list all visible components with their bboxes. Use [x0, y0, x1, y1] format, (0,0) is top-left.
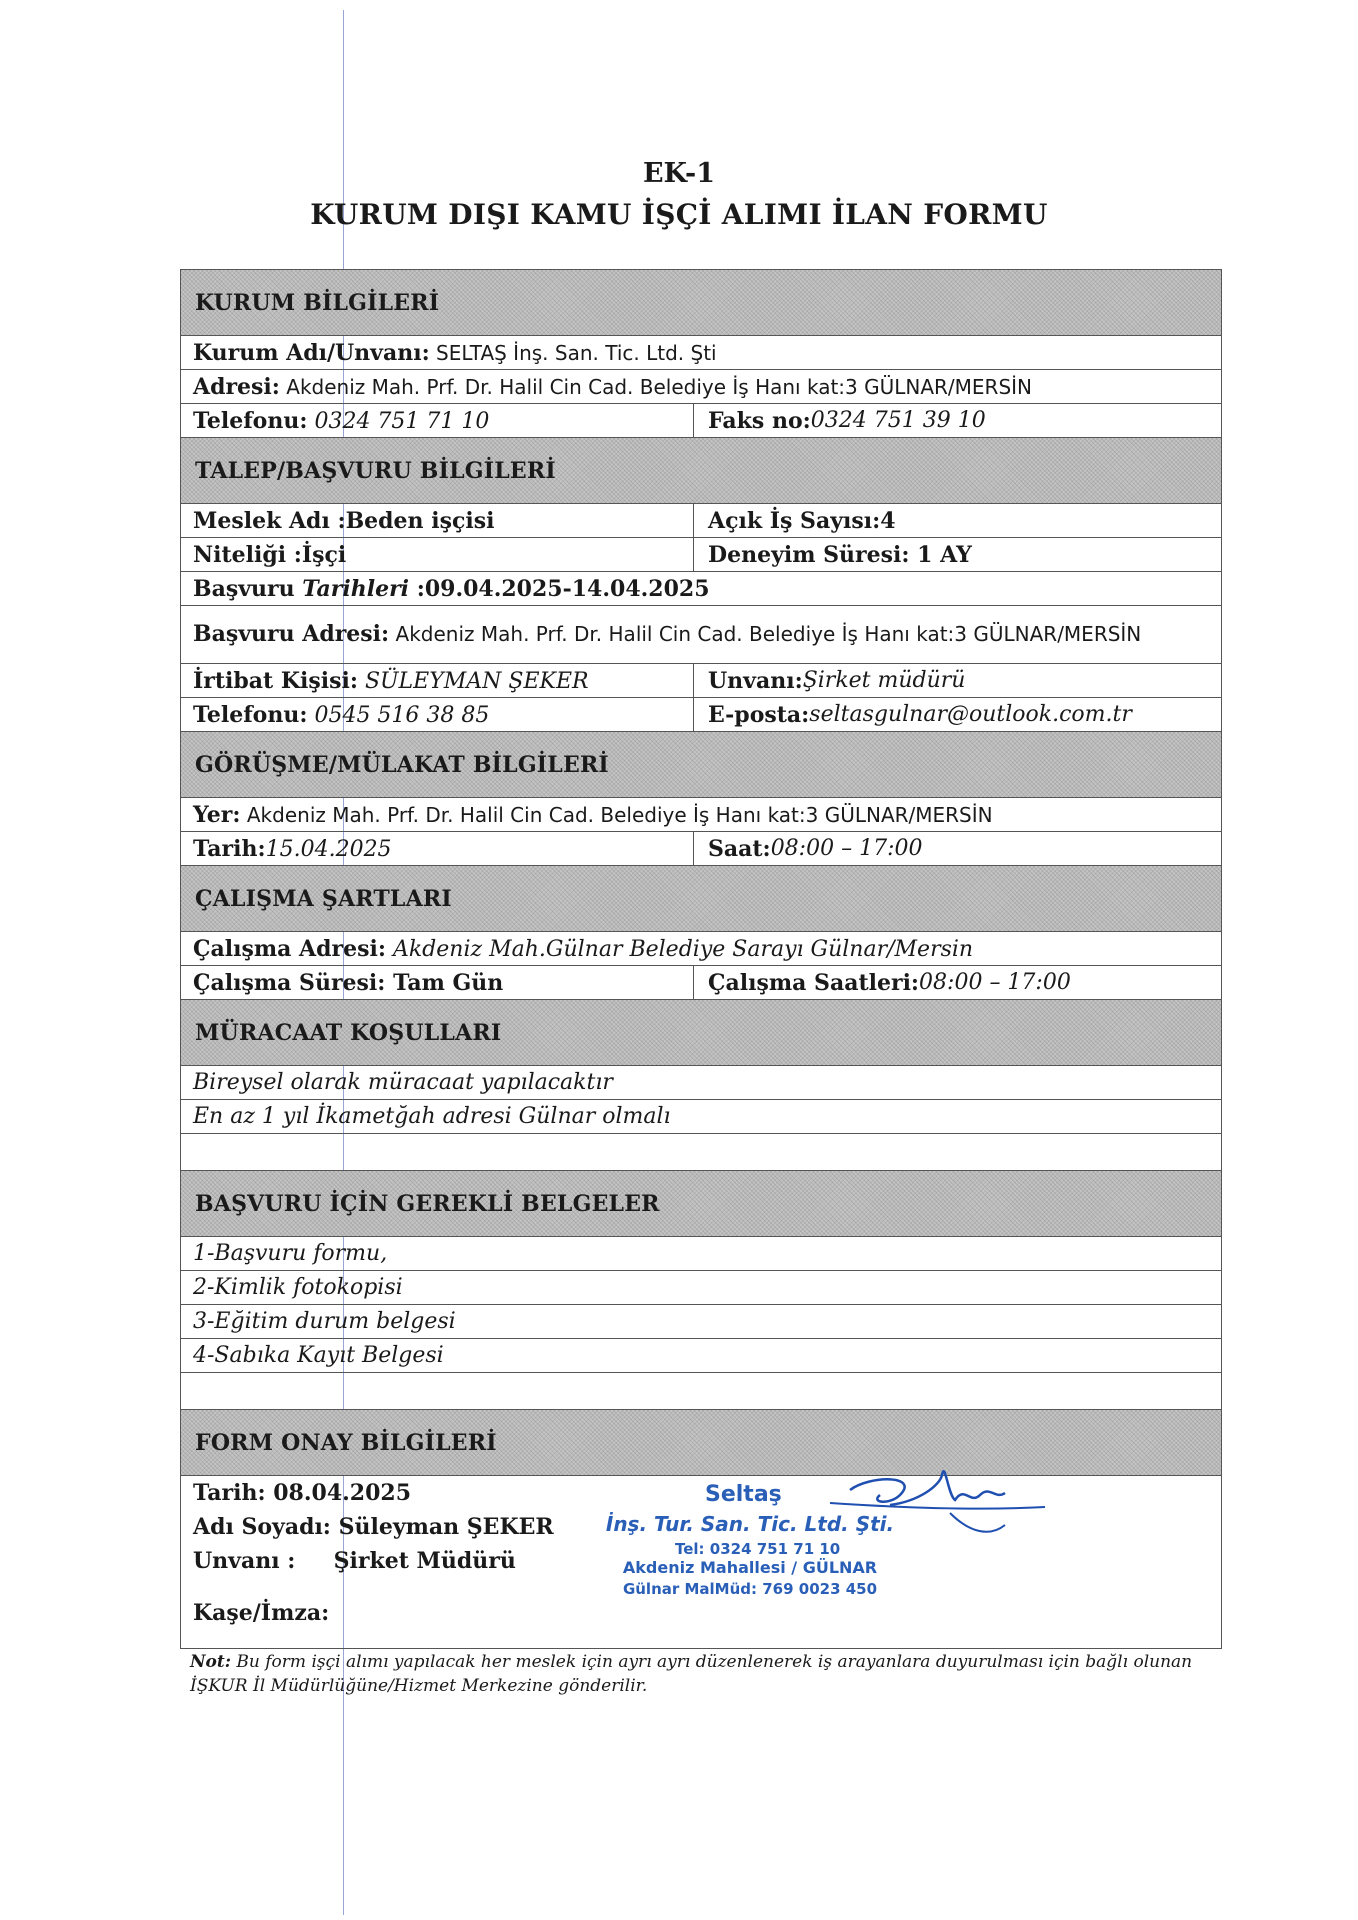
calisma-sure-value: Tam Gün — [385, 969, 504, 996]
section-muracaat-header: MÜRACAAT KOŞULLARI — [181, 1000, 1221, 1066]
belge-item-text: 2-Kimlik fotokopisi — [193, 1275, 403, 1300]
talep-telefon-row — [181, 698, 1221, 732]
muracaat-item-text: Bireysel olarak müracaat yapılacaktır — [193, 1070, 613, 1095]
basvuru-tarih-value: :09.04.2025-14.04.2025 — [409, 575, 710, 602]
kurum-name-row — [181, 336, 1221, 370]
belge-item — [181, 1271, 1221, 1305]
onay-kase-label: Kaşe/İmza: — [193, 1600, 330, 1626]
irtibat-value: SÜLEYMAN ŞEKER — [357, 668, 589, 694]
irtibat-unvan-label: Unvanı: — [708, 667, 803, 694]
calisma-saat-label: Çalışma Saatleri: — [708, 969, 920, 996]
kurum-phone-label: Telefonu: — [193, 407, 308, 434]
announcement-form — [180, 269, 1222, 1649]
calisma-sure-row — [181, 966, 1221, 1000]
kurum-name-label: Kurum Adı/Unvanı: — [193, 339, 430, 366]
note-label: Not: — [190, 1652, 232, 1672]
calisma-adres-row — [181, 932, 1221, 966]
nitelik-field: Niteliği :İşçi — [193, 541, 347, 568]
gorusme-tarih-value: 15.04.2025 — [265, 836, 392, 862]
belge-item-text: 4-Sabıka Kayıt Belgesi — [193, 1343, 444, 1368]
gorusme-saat-value: 08:00 – 17:00 — [770, 836, 923, 861]
stamp-line-1: Seltaş — [705, 1482, 782, 1507]
gorusme-tarih-label: Tarih: — [193, 835, 266, 862]
stamp-line-2: İnş. Tur. San. Tic. Ltd. Şti. — [605, 1512, 895, 1536]
stamp-line-5: Gülnar MalMüd: 769 0023 450 — [622, 1580, 878, 1598]
section-kurum-header: KURUM BİLGİLERİ — [181, 270, 1221, 336]
section-onay-header: FORM ONAY BİLGİLERİ — [181, 1410, 1221, 1476]
section-gorusme-header: GÖRÜŞME/MÜLAKAT BİLGİLERİ — [181, 732, 1221, 798]
section-talep-header: TALEP/BAŞVURU BİLGİLERİ — [181, 438, 1221, 504]
irtibat-unvan-value: Şirket müdürü — [802, 668, 966, 693]
onay-adsoyad: Adı Soyadı: Süleyman ŞEKER — [193, 1514, 554, 1540]
email-value: seltasgulnar@outlook.com.tr — [809, 702, 1132, 727]
section-calisma-header: ÇALIŞMA ŞARTLARI — [181, 866, 1221, 932]
muracaat-item — [181, 1100, 1221, 1134]
calisma-saat-value: 08:00 – 17:00 — [919, 970, 1071, 995]
talep-irtibat-row — [181, 664, 1221, 698]
talep-adres-row — [181, 606, 1221, 664]
belgeler-empty-row — [181, 1373, 1221, 1410]
onay-unvan: Unvanı : Şirket Müdürü — [193, 1548, 516, 1574]
kurum-fax-label: Faks no: — [708, 407, 811, 434]
talep-phone-value: 0545 516 38 85 — [307, 702, 490, 728]
calisma-adres-label: Çalışma Adresi: — [193, 935, 386, 962]
kurum-name-value: SELTAŞ İnş. San. Tic. Ltd. Şti — [429, 340, 717, 365]
gorusme-yer-row — [181, 798, 1221, 832]
belge-item — [181, 1305, 1221, 1339]
section-belgeler-header: BAŞVURU İÇİN GEREKLİ BELGELER — [181, 1171, 1221, 1237]
belge-item — [181, 1339, 1221, 1373]
kurum-address-row — [181, 370, 1221, 404]
talep-meslek-row — [181, 504, 1221, 538]
gorusme-saat-label: Saat: — [708, 835, 771, 862]
muracaat-item — [181, 1066, 1221, 1100]
meslek-field: Meslek Adı :Beden işçisi — [193, 507, 495, 534]
kurum-phone-row — [181, 404, 1221, 438]
basvuru-tarih-label-1: Başvuru — [193, 575, 303, 602]
kurum-address-label: Adresi: — [193, 373, 280, 400]
basvuru-adres-label: Başvuru Adresi: — [193, 621, 390, 647]
gorusme-tarih-row — [181, 832, 1221, 866]
footer-note — [190, 1650, 1230, 1698]
note-text: Bu form işçi alımı yapılacak her meslek için ayrı ayrı düzenlenerek iş arayanlara duyurulması için bağlı olunan İŞKUR İl Müdürlüğüne/Hizmet Merkezine gönderilir. — [190, 1652, 1193, 1696]
kurum-phone-value: 0324 751 71 10 — [307, 408, 490, 434]
talep-tarih-row — [181, 572, 1221, 606]
belge-item-text: 1-Başvuru formu, — [193, 1241, 388, 1266]
talep-nitelik-row — [181, 538, 1221, 572]
yer-value: Akdeniz Mah. Prf. Dr. Halil Cin Cad. Belediye İş Hanı kat:3 GÜLNAR/MERSİN — [240, 802, 993, 827]
irtibat-label: İrtibat Kişisi: — [193, 667, 358, 694]
basvuru-adres-value: Akdeniz Mah. Prf. Dr. Halil Cin Cad. Belediye İş Hanı kat:3 GÜLNAR/MERSİN — [389, 622, 1142, 646]
stamp-line-4: Akdeniz Mahallesi / GÜLNAR — [622, 1558, 878, 1577]
email-label: E-posta: — [708, 701, 810, 728]
form-title: KURUM DIŞI KAMU İŞÇİ ALIMI İLAN FORMU — [310, 198, 1048, 231]
calisma-sure-label: Çalışma Süresi: — [193, 969, 386, 996]
signature — [830, 1455, 1050, 1545]
deneyim-field: Deneyim Süresi: 1 AY — [693, 538, 1221, 571]
belge-item-text: 3-Eğitim durum belgesi — [193, 1309, 456, 1334]
acik-is-field: Açık İş Sayısı:4 — [693, 504, 1221, 537]
form-code: EK-1 — [642, 158, 716, 189]
muracaat-empty-row — [181, 1134, 1221, 1171]
yer-label: Yer: — [193, 801, 241, 828]
belge-item — [181, 1237, 1221, 1271]
calisma-adres-value: Akdeniz Mah.Gülnar Belediye Sarayı Gülnar/Mersin — [385, 936, 974, 962]
talep-phone-label: Telefonu: — [193, 701, 308, 728]
kurum-address-value: Akdeniz Mah. Prf. Dr. Halil Cin Cad. Belediye İş Hanı kat:3 GÜLNAR/MERSİN — [279, 374, 1033, 399]
kurum-fax-value: 0324 751 39 10 — [810, 408, 986, 433]
onay-tarih: Tarih: 08.04.2025 — [193, 1480, 412, 1506]
basvuru-tarih-label-2: Tarihleri — [302, 575, 410, 602]
stamp-line-3: Tel: 0324 751 71 10 — [675, 1540, 841, 1558]
muracaat-item-text: En az 1 yıl İkametğah adresi Gülnar olmalı — [193, 1104, 671, 1129]
